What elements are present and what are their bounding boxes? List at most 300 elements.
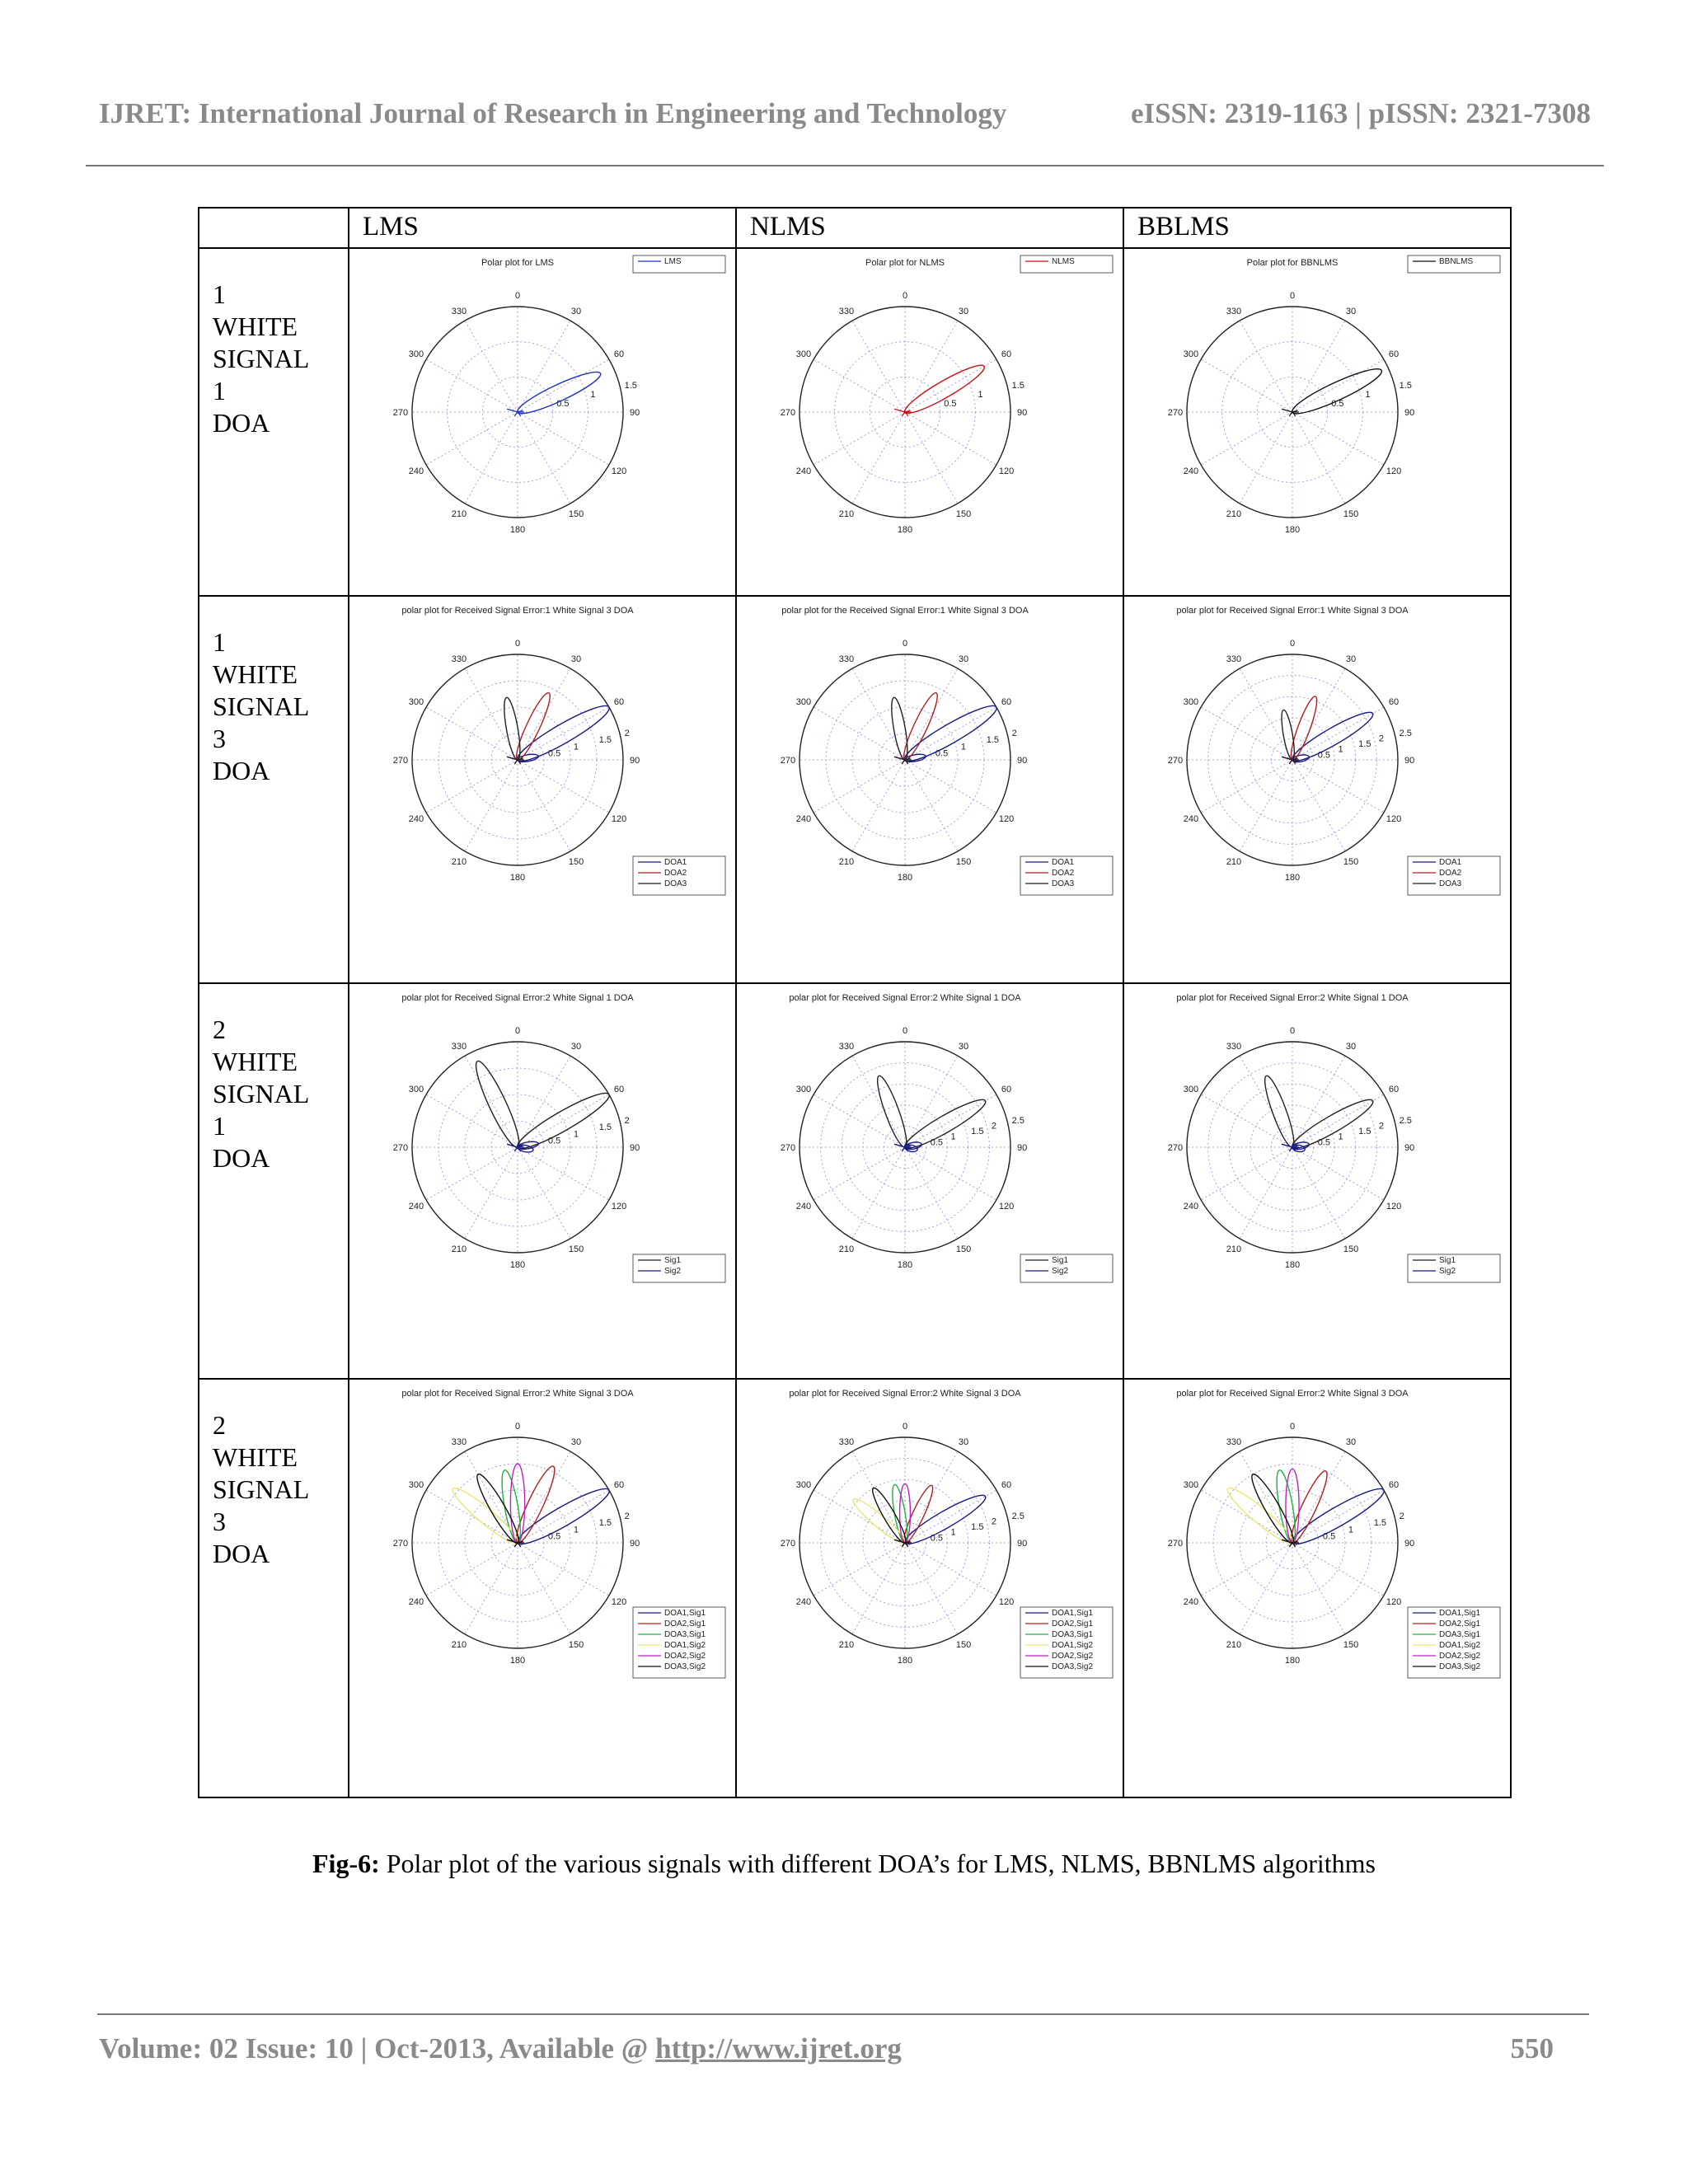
polar-spoke xyxy=(905,412,996,465)
angle-tick-label: 180 xyxy=(1284,873,1301,883)
angle-tick-label: 240 xyxy=(1183,814,1199,825)
polar-spoke xyxy=(1240,412,1292,504)
angle-tick-label: 240 xyxy=(408,1597,424,1608)
plot-cell xyxy=(736,596,1123,983)
polar-spoke xyxy=(852,321,905,412)
row-label-line: WHITE xyxy=(213,659,298,689)
polar-spoke xyxy=(1240,760,1292,851)
series-noise xyxy=(1282,409,1292,412)
polar-spoke xyxy=(518,412,609,465)
table-row xyxy=(199,596,1511,983)
caption-label: Fig-6: xyxy=(312,1849,380,1878)
footer-rule xyxy=(97,2013,1589,2015)
angle-tick-label: 120 xyxy=(998,814,1015,825)
angle-tick-label: 30 xyxy=(1345,1436,1357,1447)
row-label-line: 3 xyxy=(213,724,226,753)
angle-tick-label: 120 xyxy=(611,1597,627,1608)
angle-tick-label: 270 xyxy=(392,408,409,418)
plot-cell xyxy=(736,983,1123,1379)
radial-tick-label: 0.5 xyxy=(935,748,949,759)
polar-spoke xyxy=(518,1451,570,1543)
polar-spoke xyxy=(518,760,609,813)
angle-tick-label: 240 xyxy=(795,466,812,477)
angle-tick-label: 180 xyxy=(897,1260,913,1271)
angle-tick-label: 330 xyxy=(1226,654,1242,664)
header-cell-empty xyxy=(199,208,349,248)
angle-tick-label: 150 xyxy=(955,509,972,520)
polar-spoke xyxy=(1292,1147,1384,1200)
polar-plot xyxy=(353,1380,732,1685)
row-label-line: 3 xyxy=(213,1507,226,1536)
angle-tick-label: 210 xyxy=(451,1640,467,1651)
angle-tick-label: 330 xyxy=(1226,1436,1242,1447)
polar-spoke xyxy=(465,1543,518,1634)
series-lobe xyxy=(1279,710,1297,761)
radial-tick-label: 0.5 xyxy=(547,748,561,759)
angle-tick-label: 330 xyxy=(451,1436,467,1447)
angle-tick-label: 90 xyxy=(1404,408,1415,418)
angle-tick-label: 240 xyxy=(795,1597,812,1608)
polar-spoke xyxy=(814,359,905,412)
chart-title: polar plot for Received Signal Error:2 White Signal 1 DOA xyxy=(401,993,634,1003)
polar-spoke xyxy=(814,412,905,465)
polar-spoke xyxy=(852,760,905,851)
radial-tick-label: 2 xyxy=(1399,1511,1404,1521)
angle-tick-label: 150 xyxy=(1343,857,1359,868)
polar-plot xyxy=(353,984,732,1289)
plot-cell xyxy=(349,596,736,983)
polar-spoke xyxy=(426,1147,518,1200)
footer-volume xyxy=(99,2032,902,2065)
row-label-line: DOA xyxy=(213,1539,270,1568)
legend-label: DOA1,Sig1 xyxy=(1052,1609,1094,1618)
angle-tick-label: 240 xyxy=(795,814,812,825)
angle-tick-label: 330 xyxy=(451,1041,467,1052)
series-noise xyxy=(507,409,518,412)
angle-tick-label: 210 xyxy=(1226,1640,1242,1651)
series-lobe xyxy=(513,1482,613,1551)
polar-plot xyxy=(740,249,1119,554)
angle-tick-label: 240 xyxy=(408,466,424,477)
legend-label: Sig2 xyxy=(1439,1267,1456,1276)
radial-tick-label: 1.5 xyxy=(624,380,637,391)
angle-tick-label: 150 xyxy=(955,857,972,868)
radial-tick-label: 1 xyxy=(960,742,966,752)
row-label-line: SIGNAL xyxy=(213,344,310,373)
polar-plot xyxy=(353,597,732,902)
angle-tick-label: 120 xyxy=(1386,1597,1402,1608)
legend-label: DOA1,Sig2 xyxy=(1052,1641,1094,1650)
polar-spoke xyxy=(1201,707,1292,760)
page-header xyxy=(99,97,1591,130)
row-label xyxy=(199,1379,349,1797)
angle-tick-label: 30 xyxy=(570,1041,582,1052)
polar-spoke xyxy=(426,359,518,412)
angle-tick-label: 120 xyxy=(1386,466,1402,477)
radial-tick-label: 0.5 xyxy=(944,398,957,409)
row-label-line: SIGNAL xyxy=(213,1079,310,1108)
angle-tick-label: 270 xyxy=(1167,408,1184,418)
angle-tick-label: 330 xyxy=(451,306,467,316)
caption-text: Polar plot of the various signals with different DOA’s for LMS, NLMS, BBNLMS algorithms xyxy=(379,1849,1376,1878)
polar-spoke xyxy=(426,760,518,813)
angle-tick-label: 180 xyxy=(509,1656,526,1666)
angle-tick-label: 240 xyxy=(1183,1202,1199,1212)
radial-tick-label: 1 xyxy=(573,742,579,752)
plot-cell xyxy=(1123,1379,1511,1797)
radial-tick-label: 2 xyxy=(624,1511,630,1521)
plot-cell xyxy=(1123,248,1511,596)
polar-spoke xyxy=(426,707,518,760)
polar-spoke xyxy=(1240,1543,1292,1634)
polar-spoke xyxy=(852,1147,905,1239)
polar-plot xyxy=(353,249,732,554)
angle-tick-label: 150 xyxy=(1343,509,1359,520)
polar-spoke xyxy=(1292,760,1345,851)
angle-tick-label: 330 xyxy=(451,654,467,664)
legend-label: DOA3 xyxy=(664,879,687,888)
angle-tick-label: 270 xyxy=(1167,1539,1184,1549)
angle-tick-label: 240 xyxy=(795,1202,812,1212)
chart-title: Polar plot for BBNLMS xyxy=(1246,258,1339,268)
angle-tick-label: 180 xyxy=(1284,525,1301,536)
plot-cell xyxy=(349,983,736,1379)
figure-table xyxy=(198,207,1512,1798)
radial-tick-label: 1.5 xyxy=(986,735,1000,746)
angle-tick-label: 90 xyxy=(1016,1539,1028,1549)
header-cell-bblms: BBLMS xyxy=(1123,208,1511,248)
polar-spoke xyxy=(1292,412,1384,465)
angle-tick-label: 90 xyxy=(629,1143,640,1153)
radial-tick-label: 1 xyxy=(950,1527,956,1538)
polar-spoke xyxy=(1240,1056,1292,1147)
radial-tick-label: 1 xyxy=(1338,1132,1343,1142)
radial-tick-label: 0.5 xyxy=(547,1136,561,1146)
angle-tick-label: 60 xyxy=(613,1084,625,1094)
radial-tick-label: 2 xyxy=(624,728,630,738)
radial-tick-label: 1.5 xyxy=(598,1122,612,1133)
angle-tick-label: 210 xyxy=(451,509,467,520)
legend-label: DOA3 xyxy=(1439,879,1462,888)
angle-tick-label: 30 xyxy=(958,654,969,664)
chart-title: polar plot for Received Signal Error:2 White Signal 3 DOA xyxy=(1176,1389,1409,1399)
polar-spoke xyxy=(518,1543,609,1596)
angle-tick-label: 300 xyxy=(795,349,812,359)
radial-tick-label: 0.5 xyxy=(1322,1531,1336,1542)
plot-cell xyxy=(736,248,1123,596)
angle-tick-label: 90 xyxy=(1404,1143,1415,1153)
chart-title: Polar plot for NLMS xyxy=(865,258,945,268)
radial-tick-label: 1.5 xyxy=(1399,380,1412,391)
angle-tick-label: 180 xyxy=(509,525,526,536)
angle-tick-label: 240 xyxy=(1183,1597,1199,1608)
issn: eISSN: 2319-1163 | pISSN: 2321-7308 xyxy=(1130,97,1591,129)
polar-plot xyxy=(740,597,1119,902)
angle-tick-label: 180 xyxy=(897,873,913,883)
angle-tick-label: 300 xyxy=(1183,1084,1199,1094)
angle-tick-label: 0 xyxy=(902,1025,908,1036)
angle-tick-label: 60 xyxy=(1001,1084,1012,1094)
angle-tick-label: 0 xyxy=(902,638,908,649)
row-label-line: 2 xyxy=(213,1015,226,1044)
polar-spoke xyxy=(518,1490,609,1543)
angle-tick-label: 150 xyxy=(955,1640,972,1651)
angle-tick-label: 210 xyxy=(838,857,855,868)
angle-tick-label: 60 xyxy=(1001,696,1012,707)
radial-tick-label: 1 xyxy=(1348,1525,1353,1535)
legend-label: DOA2 xyxy=(1052,869,1075,878)
legend-label: DOA2,Sig1 xyxy=(1052,1619,1094,1629)
angle-tick-label: 120 xyxy=(998,1202,1015,1212)
angle-tick-label: 270 xyxy=(780,1539,796,1549)
angle-tick-label: 60 xyxy=(613,349,625,359)
angle-tick-label: 150 xyxy=(568,857,584,868)
row-label-line: 1 xyxy=(213,279,226,309)
series-noise xyxy=(894,1144,905,1147)
angle-tick-label: 300 xyxy=(795,696,812,707)
angle-tick-label: 30 xyxy=(570,1436,582,1447)
radial-tick-label: 1 xyxy=(950,1132,956,1142)
polar-spoke xyxy=(518,412,570,504)
angle-tick-label: 180 xyxy=(1284,1260,1301,1271)
angle-tick-label: 270 xyxy=(1167,1143,1184,1153)
angle-tick-label: 30 xyxy=(570,306,582,316)
series-lobe xyxy=(1288,363,1385,420)
series-lobe xyxy=(873,1074,912,1150)
row-label-line: DOA xyxy=(213,408,270,438)
polar-spoke xyxy=(1292,1543,1384,1596)
row-label-line: DOA xyxy=(213,756,270,785)
radial-tick-label: 1.5 xyxy=(598,1518,612,1529)
polar-spoke xyxy=(1292,1056,1345,1147)
row-label-line: SIGNAL xyxy=(213,1474,310,1504)
polar-spoke xyxy=(426,1094,518,1147)
polar-spoke xyxy=(518,1147,609,1200)
polar-spoke xyxy=(518,1056,570,1147)
angle-tick-label: 90 xyxy=(1016,408,1028,418)
row-label-line: SIGNAL xyxy=(213,691,310,721)
radial-tick-label: 2 xyxy=(991,1516,997,1527)
row-label xyxy=(199,983,349,1379)
radial-tick-label: 1.5 xyxy=(598,735,612,746)
series-lobe xyxy=(513,699,613,768)
polar-spoke xyxy=(426,412,518,465)
polar-plot xyxy=(1128,984,1507,1289)
legend-label: DOA2 xyxy=(1439,869,1462,878)
chart-title: polar plot for Received Signal Error:2 White Signal 1 DOA xyxy=(789,993,1021,1003)
angle-tick-label: 330 xyxy=(838,306,855,316)
polar-spoke xyxy=(1292,760,1384,813)
radial-tick-label: 2.5 xyxy=(1011,1115,1025,1126)
angle-tick-label: 120 xyxy=(998,466,1015,477)
series-lobe xyxy=(900,699,1001,768)
angle-tick-label: 150 xyxy=(955,1244,972,1255)
angle-tick-label: 0 xyxy=(1289,1421,1296,1432)
angle-tick-label: 90 xyxy=(1016,1143,1028,1153)
header-rule xyxy=(86,165,1604,166)
legend-label: DOA3 xyxy=(1052,879,1075,888)
row-label-line: WHITE xyxy=(213,312,298,341)
angle-tick-label: 0 xyxy=(514,290,521,301)
legend-label: Sig2 xyxy=(664,1267,682,1276)
angle-tick-label: 210 xyxy=(838,1640,855,1651)
radial-tick-label: 0.5 xyxy=(547,1531,561,1542)
polar-plot xyxy=(1128,1380,1507,1685)
radial-tick-label: 0.5 xyxy=(930,1137,944,1148)
angle-tick-label: 210 xyxy=(451,857,467,868)
polar-spoke xyxy=(905,1056,958,1147)
footer-link[interactable]: http://www.ijret.org xyxy=(655,2032,902,2064)
angle-tick-label: 0 xyxy=(902,1421,908,1432)
legend-label: DOA2,Sig1 xyxy=(664,1619,706,1629)
angle-tick-label: 30 xyxy=(1345,1041,1357,1052)
legend-label: DOA2,Sig1 xyxy=(1439,1619,1481,1629)
angle-tick-label: 30 xyxy=(570,654,582,664)
angle-tick-label: 180 xyxy=(897,1656,913,1666)
plot-cell xyxy=(1123,983,1511,1379)
legend-label: DOA1,Sig1 xyxy=(1439,1609,1481,1618)
series-lobe xyxy=(1287,1482,1388,1551)
chart-title: polar plot for the Received Signal Error:1 White Signal 3 DOA xyxy=(781,606,1029,616)
angle-tick-label: 270 xyxy=(780,756,796,766)
angle-tick-label: 330 xyxy=(1226,306,1242,316)
series-lobe xyxy=(498,1469,523,1544)
series-lobe xyxy=(470,1057,525,1151)
legend-label: DOA2 xyxy=(664,869,687,878)
angle-tick-label: 300 xyxy=(408,1084,424,1094)
angle-tick-label: 300 xyxy=(408,1479,424,1490)
row-label-line: 2 xyxy=(213,1410,226,1440)
radial-tick-label: 1 xyxy=(978,389,983,400)
radial-tick-label: 2.5 xyxy=(1011,1511,1025,1521)
angle-tick-label: 300 xyxy=(1183,1479,1199,1490)
radial-tick-label: 2 xyxy=(991,1121,997,1132)
polar-spoke xyxy=(465,1056,518,1147)
angle-tick-label: 300 xyxy=(408,696,424,707)
polar-spoke xyxy=(852,1056,905,1147)
polar-spoke xyxy=(1240,668,1292,760)
legend-label: LMS xyxy=(664,257,682,266)
angle-tick-label: 210 xyxy=(1226,509,1242,520)
radial-tick-label: 0.5 xyxy=(930,1533,944,1544)
angle-tick-label: 300 xyxy=(795,1479,812,1490)
angle-tick-label: 180 xyxy=(509,873,526,883)
radial-tick-label: 0.5 xyxy=(556,398,570,409)
figure-caption xyxy=(0,1849,1688,1879)
series-noise xyxy=(1282,1144,1292,1147)
polar-plot xyxy=(740,1380,1119,1685)
legend-label: NLMS xyxy=(1052,257,1075,266)
legend-label: DOA3,Sig1 xyxy=(1439,1630,1481,1639)
angle-tick-label: 90 xyxy=(1404,1539,1415,1549)
polar-spoke xyxy=(814,707,905,760)
legend-label: BBNLMS xyxy=(1439,257,1474,266)
angle-tick-label: 120 xyxy=(611,1202,627,1212)
radial-tick-label: 1 xyxy=(573,1525,579,1535)
angle-tick-label: 270 xyxy=(392,1143,409,1153)
angle-tick-label: 30 xyxy=(1345,306,1357,316)
angle-tick-label: 30 xyxy=(958,306,969,316)
angle-tick-label: 150 xyxy=(1343,1640,1359,1651)
angle-tick-label: 330 xyxy=(838,654,855,664)
polar-plot xyxy=(740,984,1119,1289)
angle-tick-label: 60 xyxy=(1388,1479,1400,1490)
journal-title: IJRET: International Journal of Research in Engineering and Technology xyxy=(99,97,1007,129)
radial-tick-label: 1.5 xyxy=(1011,380,1025,391)
angle-tick-label: 300 xyxy=(1183,349,1199,359)
angle-tick-label: 120 xyxy=(998,1597,1015,1608)
polar-spoke xyxy=(814,760,905,813)
angle-tick-label: 120 xyxy=(611,466,627,477)
radial-tick-label: 1.5 xyxy=(971,1522,984,1533)
angle-tick-label: 240 xyxy=(408,814,424,825)
angle-tick-label: 270 xyxy=(392,1539,409,1549)
row-label-line: WHITE xyxy=(213,1442,298,1472)
legend-label: DOA2,Sig2 xyxy=(1439,1652,1481,1661)
legend-label: DOA3,Sig1 xyxy=(664,1630,706,1639)
row-label-line: 1 xyxy=(213,376,226,405)
legend-label: Sig1 xyxy=(664,1256,682,1265)
angle-tick-label: 30 xyxy=(1345,654,1357,664)
series-lobe xyxy=(513,1086,613,1155)
radial-tick-label: 2.5 xyxy=(1399,1115,1412,1126)
polar-spoke xyxy=(426,1543,518,1596)
angle-tick-label: 270 xyxy=(780,1143,796,1153)
angle-tick-label: 210 xyxy=(838,509,855,520)
table-header-row xyxy=(199,208,1511,248)
chart-title: polar plot for Received Signal Error:1 White Signal 3 DOA xyxy=(1176,606,1409,616)
angle-tick-label: 30 xyxy=(958,1436,969,1447)
chart-title: polar plot for Received Signal Error:2 White Signal 3 DOA xyxy=(789,1389,1021,1399)
plot-cell xyxy=(1123,596,1511,983)
radial-tick-label: 1 xyxy=(590,389,596,400)
table-row xyxy=(199,1379,1511,1797)
polar-spoke xyxy=(905,760,996,813)
angle-tick-label: 30 xyxy=(958,1041,969,1052)
angle-tick-label: 300 xyxy=(408,349,424,359)
radial-tick-label: 1.5 xyxy=(1358,739,1372,750)
legend-label: DOA1 xyxy=(664,858,687,867)
legend-label: DOA1 xyxy=(1439,858,1462,867)
angle-tick-label: 60 xyxy=(613,696,625,707)
polar-plot xyxy=(1128,597,1507,902)
plot-cell xyxy=(736,1379,1123,1797)
legend-label: DOA1 xyxy=(1052,858,1075,867)
row-label-line: 1 xyxy=(213,627,226,657)
polar-spoke xyxy=(905,412,958,504)
polar-spoke xyxy=(852,1543,905,1634)
legend-label: Sig1 xyxy=(1052,1256,1069,1265)
series-noise xyxy=(894,409,905,412)
angle-tick-label: 150 xyxy=(568,1640,584,1651)
radial-tick-label: 1 xyxy=(1365,389,1371,400)
polar-spoke xyxy=(1201,1543,1292,1596)
radial-tick-label: 0.5 xyxy=(1317,1137,1331,1148)
angle-tick-label: 120 xyxy=(1386,1202,1402,1212)
angle-tick-label: 0 xyxy=(902,290,908,301)
legend-label: DOA3,Sig2 xyxy=(1052,1662,1094,1671)
polar-spoke xyxy=(465,760,518,851)
angle-tick-label: 120 xyxy=(611,814,627,825)
polar-spoke xyxy=(1292,668,1345,760)
angle-tick-label: 0 xyxy=(514,638,521,649)
radial-tick-label: 2 xyxy=(624,1115,630,1126)
chart-title: polar plot for Received Signal Error:1 White Signal 3 DOA xyxy=(401,606,634,616)
angle-tick-label: 90 xyxy=(1404,756,1415,766)
angle-tick-label: 0 xyxy=(1289,1025,1296,1036)
radial-tick-label: 1 xyxy=(1338,744,1343,755)
row-label-line: 1 xyxy=(213,1111,226,1141)
